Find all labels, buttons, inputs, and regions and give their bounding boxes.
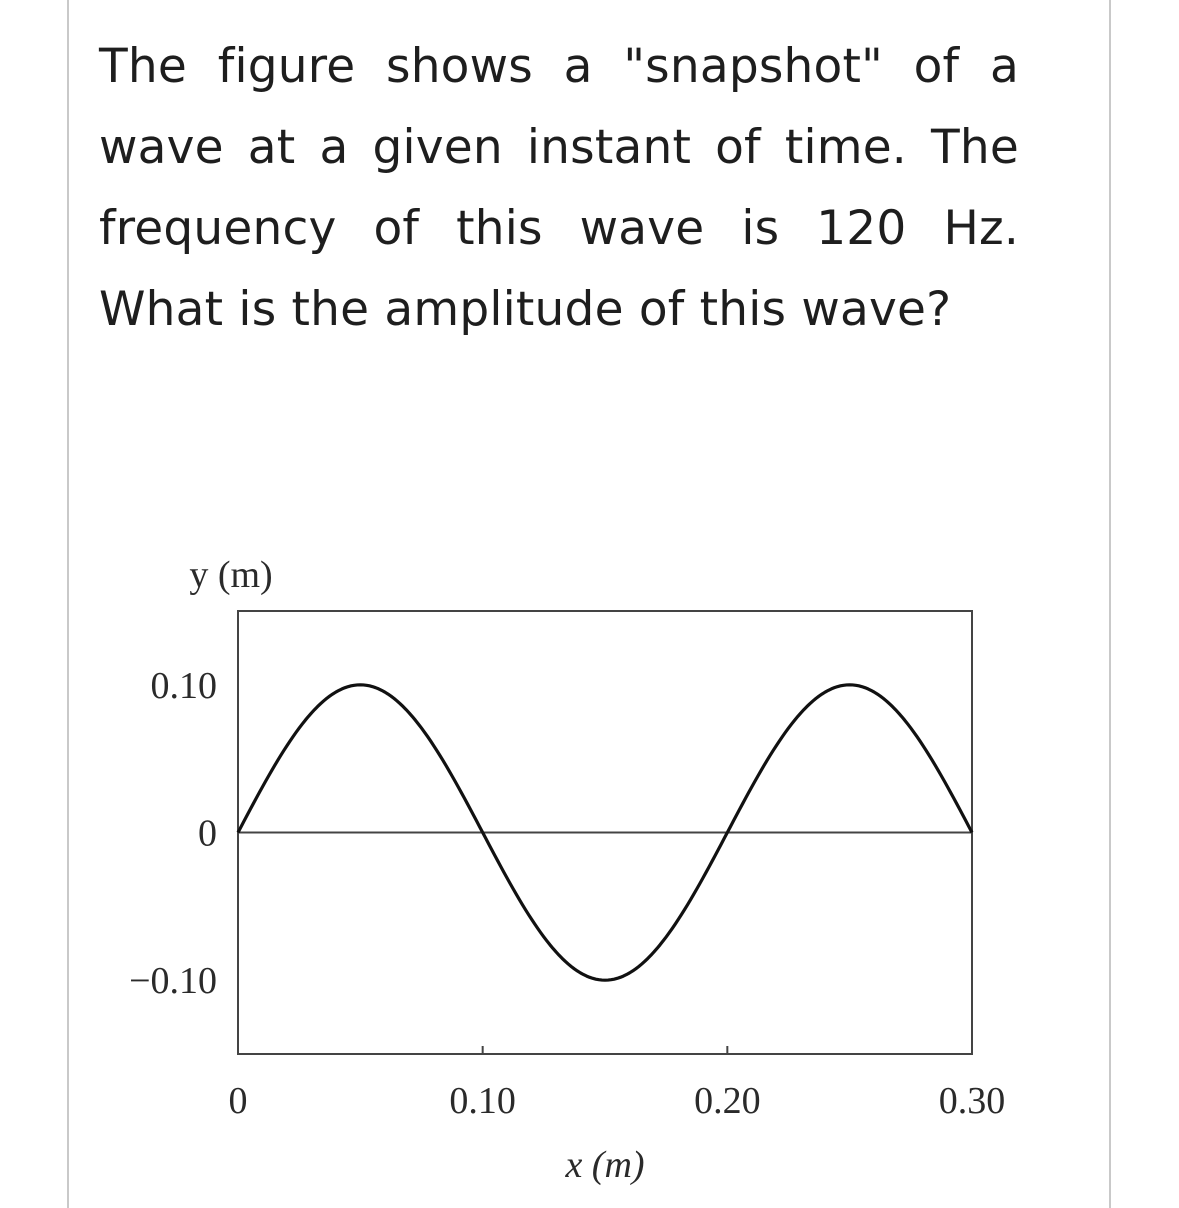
question-text: The figure shows a "snapshot" of a wave at a given instant of time. The frequency of this wave is 120 Hz. What is the amplitude of this wave?: [99, 39, 1019, 337]
y-tick-label: 0: [198, 812, 217, 855]
y-tick-label: 0.10: [150, 664, 217, 707]
x-tick-label: 0.30: [938, 1080, 1006, 1122]
y-axis-label: y (m): [189, 554, 273, 596]
x-axis-label: x (m): [565, 1144, 645, 1186]
x-tick-label: 0: [228, 1080, 248, 1122]
x-tick-label: 0.10: [449, 1080, 516, 1122]
x-tick-label: 0.20: [694, 1080, 761, 1122]
y-tick-label: −0.10: [129, 960, 217, 1003]
